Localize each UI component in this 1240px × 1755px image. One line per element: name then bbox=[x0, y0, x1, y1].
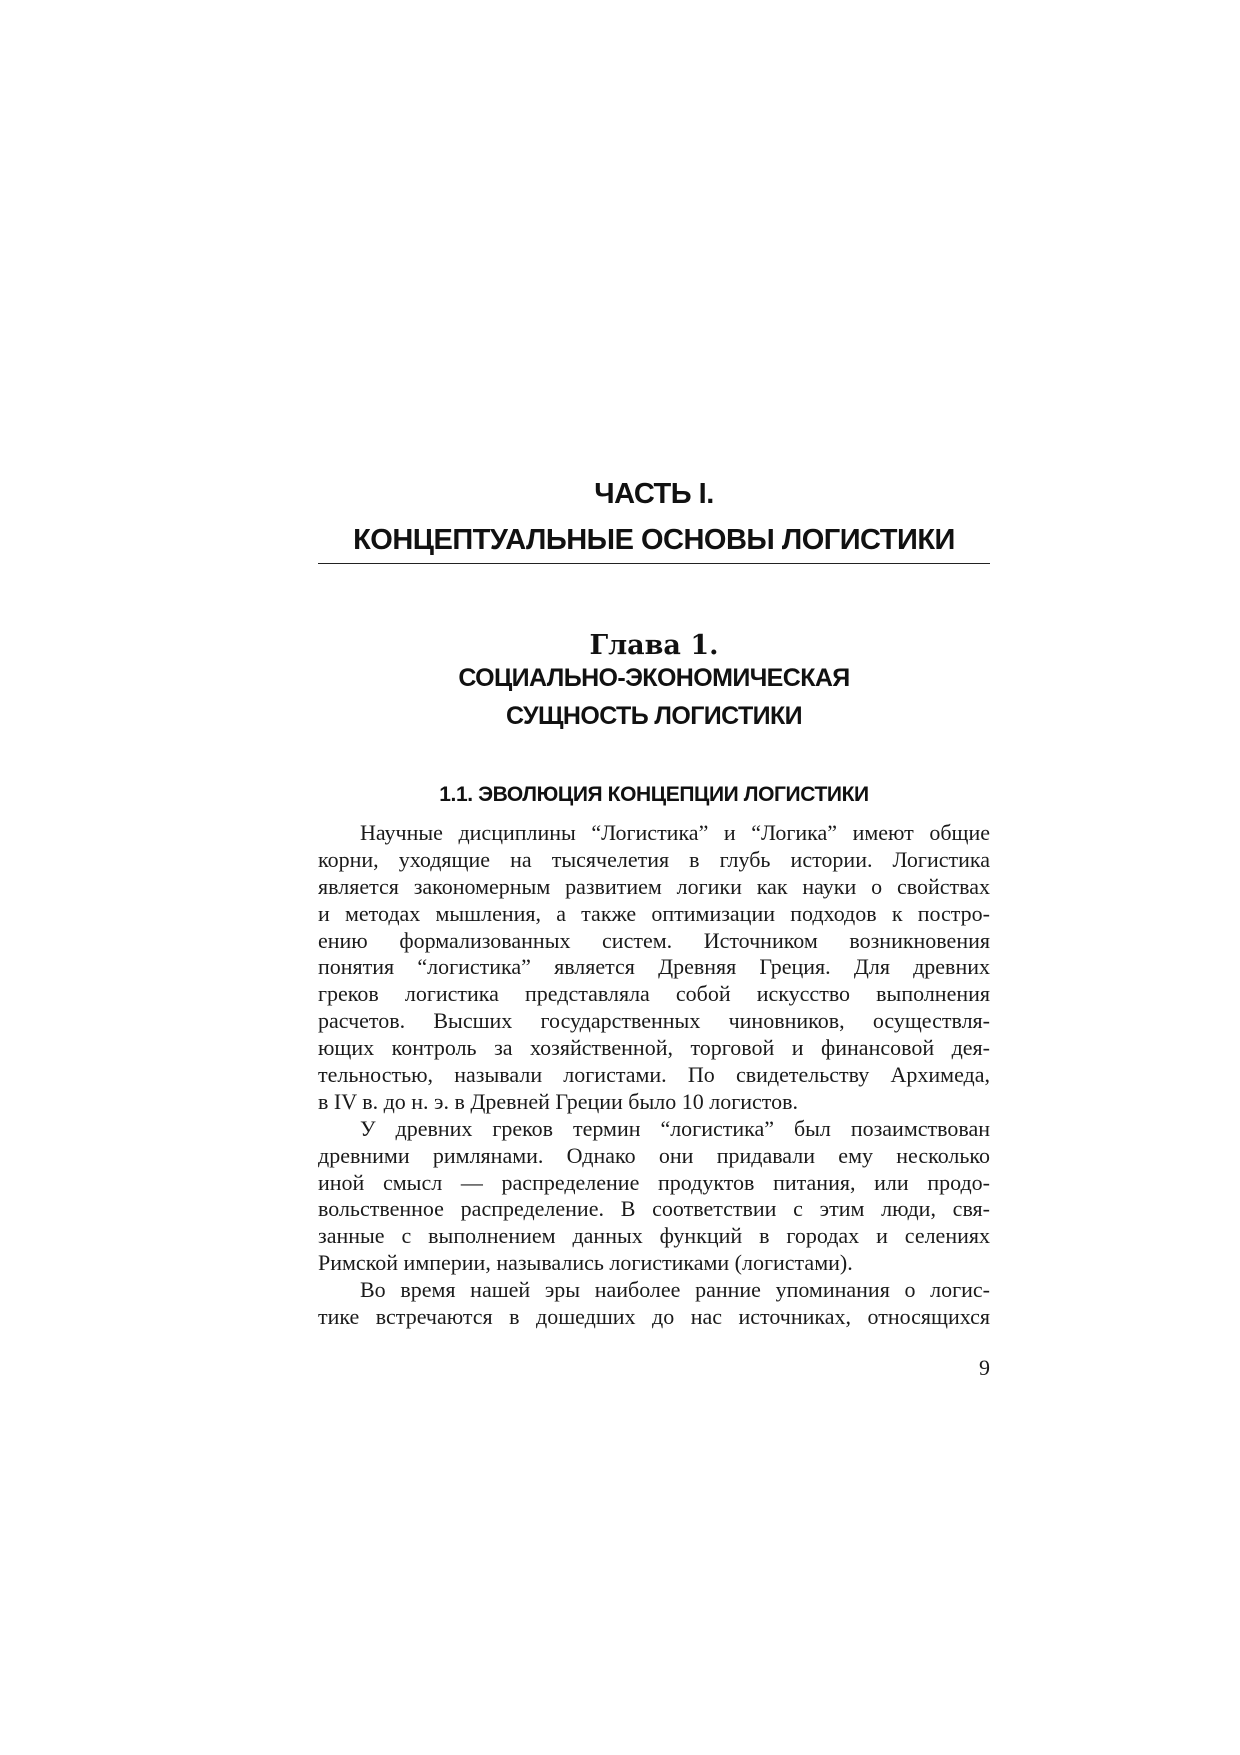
text-line: и методах мышления, а также оптимизации подходов к постро- bbox=[318, 900, 990, 926]
text-line: тике встречаются в дошедших до нас источниках, относящихся bbox=[318, 1304, 990, 1330]
chapter-label: Глава 1. bbox=[589, 630, 719, 661]
page-number: 9 bbox=[979, 1355, 990, 1380]
part-heading bbox=[318, 471, 990, 563]
text-line: ению формализованных систем. Источником возникновения bbox=[318, 927, 990, 953]
text-line: понятия “логистика” является Древняя Греция. Для древних bbox=[318, 954, 990, 980]
text-line: иной смысл — распределение продуктов питания, или продо- bbox=[318, 1169, 990, 1195]
text-line: вольственное распределение. В соответствии с этим люди, свя- bbox=[318, 1196, 990, 1222]
text-line: Во время нашей эры наиболее ранние упоминания о логис- bbox=[360, 1277, 990, 1303]
text-line: У древних греков термин “логистика” был позаимствован bbox=[360, 1115, 990, 1141]
text-line: греков логистика представляла собой искусство выполнения bbox=[318, 981, 990, 1007]
part-title: КОНЦЕПТУАЛЬНЫЕ ОСНОВЫ ЛОГИСТИКИ bbox=[353, 524, 955, 556]
part-number: ЧАСТЬ I. bbox=[594, 478, 714, 510]
section-heading: 1.1. ЭВОЛЮЦИЯ КОНЦЕПЦИИ ЛОГИСТИКИ bbox=[439, 783, 869, 806]
text-line: тельностью, называли логистами. По свидетельству Архимеда, bbox=[318, 1062, 990, 1088]
chapter-title-line-2: СУЩНОСТЬ ЛОГИСТИКИ bbox=[505, 702, 803, 730]
text-line: является закономерным развитием логики как науки о свойствах bbox=[318, 873, 990, 899]
body-text bbox=[318, 820, 990, 1331]
text-line: расчетов. Высших государственных чиновников, осуществля- bbox=[318, 1008, 990, 1034]
text-line: Научные дисциплины “Логистика” и “Логика” имеют общие bbox=[360, 820, 990, 845]
text-line: занные с выполнением данных функций в городах и селениях bbox=[318, 1223, 990, 1249]
text-line: в IV в. до н. э. в Древней Греции было 10 логистов. bbox=[318, 1088, 798, 1114]
chapter-title-line-1: СОЦИАЛЬНО-ЭКОНОМИЧЕСКАЯ bbox=[458, 664, 850, 692]
text-line: ющих контроль за хозяйственной, торговой и финансовой дея- bbox=[318, 1035, 990, 1061]
text-line: древними римлянами. Однако они придавали ему несколько bbox=[318, 1142, 990, 1168]
text-line: Римской империи, назывались логистиками (логистами). bbox=[318, 1250, 853, 1276]
chapter-title bbox=[318, 659, 990, 735]
part-divider-rule bbox=[318, 563, 990, 564]
text-line: корни, уходящие на тысячелетия в глубь истории. Логистика bbox=[318, 846, 990, 872]
